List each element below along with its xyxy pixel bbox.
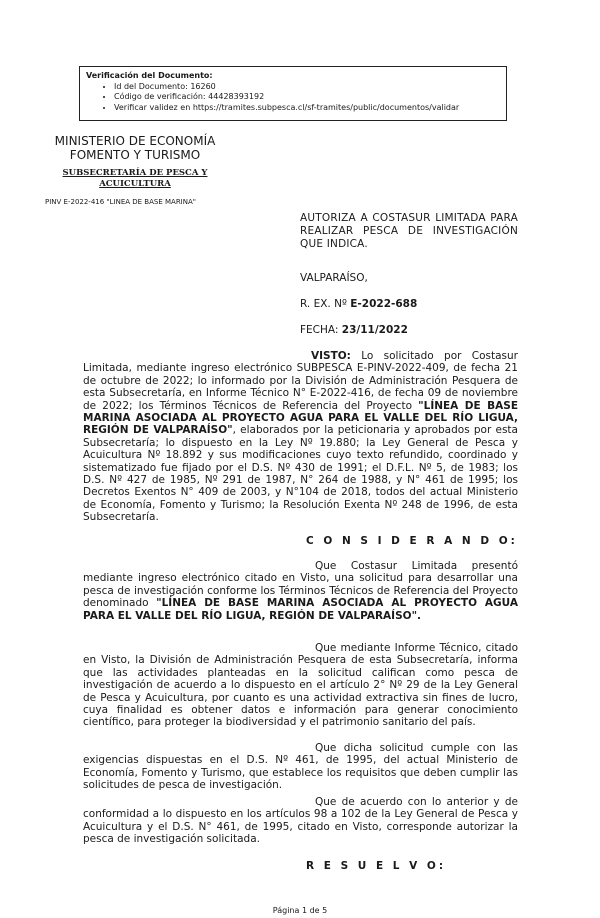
resolution-number [300, 298, 417, 310]
considerando-1-text: Que Costasur Limitada presentó mediante ingreso electrónico citado en Visto, una solicitud para desarrollar una pesca de investigación conforme los Términos Técnicos de Referencia del Proyecto denominado [83, 560, 518, 610]
document-subject: AUTORIZA A COSTASUR LIMITADA PARA REALIZAR PESCA DE INVESTIGACIÓN QUE INDICA. [300, 212, 518, 250]
considerando-2 [83, 642, 518, 729]
considerando-3-text: Que dicha solicitud cumple con las exigencias dispuestas en el D.S. Nº 461, de 1995, del actual Ministerio de Economía, Fomento y Turismo, que establece los requisitos que deben cumplir las solicitudes de pesca de investigación. [83, 742, 518, 792]
ministry-name [40, 134, 230, 162]
considerando-heading: C O N S I D E R A N D O: [306, 535, 518, 547]
resuelvo-heading: R E S U E L V O: [306, 860, 447, 872]
date-label: FECHA: [300, 324, 342, 336]
verification-list [86, 82, 500, 114]
date-value: 23/11/2022 [341, 324, 408, 336]
verification-item-code: • Código de verificación: 44428393192 [114, 92, 500, 103]
visto-label: VISTO: [311, 350, 351, 362]
considerando-2-text: Que mediante Informe Técnico, citado en Visto, la División de Administración Pesquera de esta Subsecretaría, informa que las actividades planteadas en la solicitud califican como pesca de investigación de acuerdo a lo dispuesto en el artículo 2° Nº 29 de la Ley General de Pesca y Acuicultura, por cuanto es una actividad extractiva sin fines de lucro, cuya finalidad es obtener datos e información para generar conocimiento científico, para proteger la biodiversidad y el patrimonio sanitario del país. [83, 642, 518, 729]
considerando-3 [83, 742, 518, 792]
considerando-4-text: Que de acuerdo con lo anterior y de conformidad a lo dispuesto en los artículos 98 a 102 de la Ley General de Pesca y Acuicultura y el D.S. N° 461, de 1995, citado en Visto, corresponde autorizar la pesca de investigación solicitada. [83, 796, 518, 846]
place: VALPARAÍSO, [300, 272, 368, 284]
subsecretaria-name [40, 168, 230, 190]
resolution-date [300, 324, 408, 336]
verification-item-url[interactable]: • Verificar validez en https://tramites.subpesca.cl/sf-tramites/public/documentos/validar [114, 103, 500, 114]
considerando-1-project: "LÍNEA DE BASE MARINA ASOCIADA AL PROYECTO AGUA PARA EL VALLE DEL RÍO LIGUA, REGIÓN DE VALPARAÍSO". [83, 597, 518, 622]
verification-title: Verificación del Documento: [86, 71, 213, 80]
subsecretaria-line-1: SUBSECRETARÍA DE PESCA Y [62, 168, 208, 178]
pinv-reference: PINV E-2022-416 "LINEA DE BASE MARINA" [45, 198, 196, 206]
visto-text-2: , elaborados por la peticionaria y aprobados por esta Subsecretaría; lo dispuesto en la Ley Nº 19.880; la Ley General de Pesca y Acuicultura Nº 18.892 y sus modificaciones cuyo texto refundido, coordinado y sistematizado fue fijado por el D.S. Nº 430 de 1991; el D.F.L. Nº 5, de 1983; los D.S. Nº 427 de 1985, Nº 291 de 1987, N° 264 de 1988, y N° 461 de 1995; los Decretos Exentos N° 409 de 2003, y N°104 de 2018, todos del actual Ministerio de Economía, Fomento y Turismo; la Resolución Exenta Nº 248 de 1996, de esta Subsecretaría. [83, 424, 518, 524]
ministry-line-1: MINISTERIO DE ECONOMÍA [54, 134, 216, 148]
resolution-label: R. EX. Nº [300, 298, 351, 310]
verification-box [79, 66, 507, 121]
ministry-line-2: FOMENTO Y TURISMO [69, 148, 201, 162]
page-number: Página 1 de 5 [272, 906, 328, 915]
visto-paragraph [83, 350, 518, 524]
visto-project-name: "LÍNEA DE BASE MARINA ASOCIADA AL PROYECTO AGUA PARA EL VALLE DEL RÍO LIGUA, REGIÓN DE VALPARAÍSO" [83, 399, 518, 437]
considerando-1 [83, 560, 518, 622]
subsecretaria-line-2: ACUICULTURA [99, 179, 171, 189]
considerando-4 [83, 796, 518, 846]
resolution-value: E-2022-688 [350, 298, 418, 310]
verification-item-id: • Id del Documento: 16260 [114, 82, 500, 93]
visto-text-1: Lo solicitado por Costasur Limitada, mediante ingreso electrónico SUBPESCA E-PINV-2022-409, de fecha 21 de octubre de 2022; lo informado por la División de Administración Pesquera de esta Subsecretaría, en Informe Técnico N° E-2022-416, de fecha 09 de noviembre de 2022; los Términos Técnicos de Referencia del Proyecto [83, 350, 518, 412]
